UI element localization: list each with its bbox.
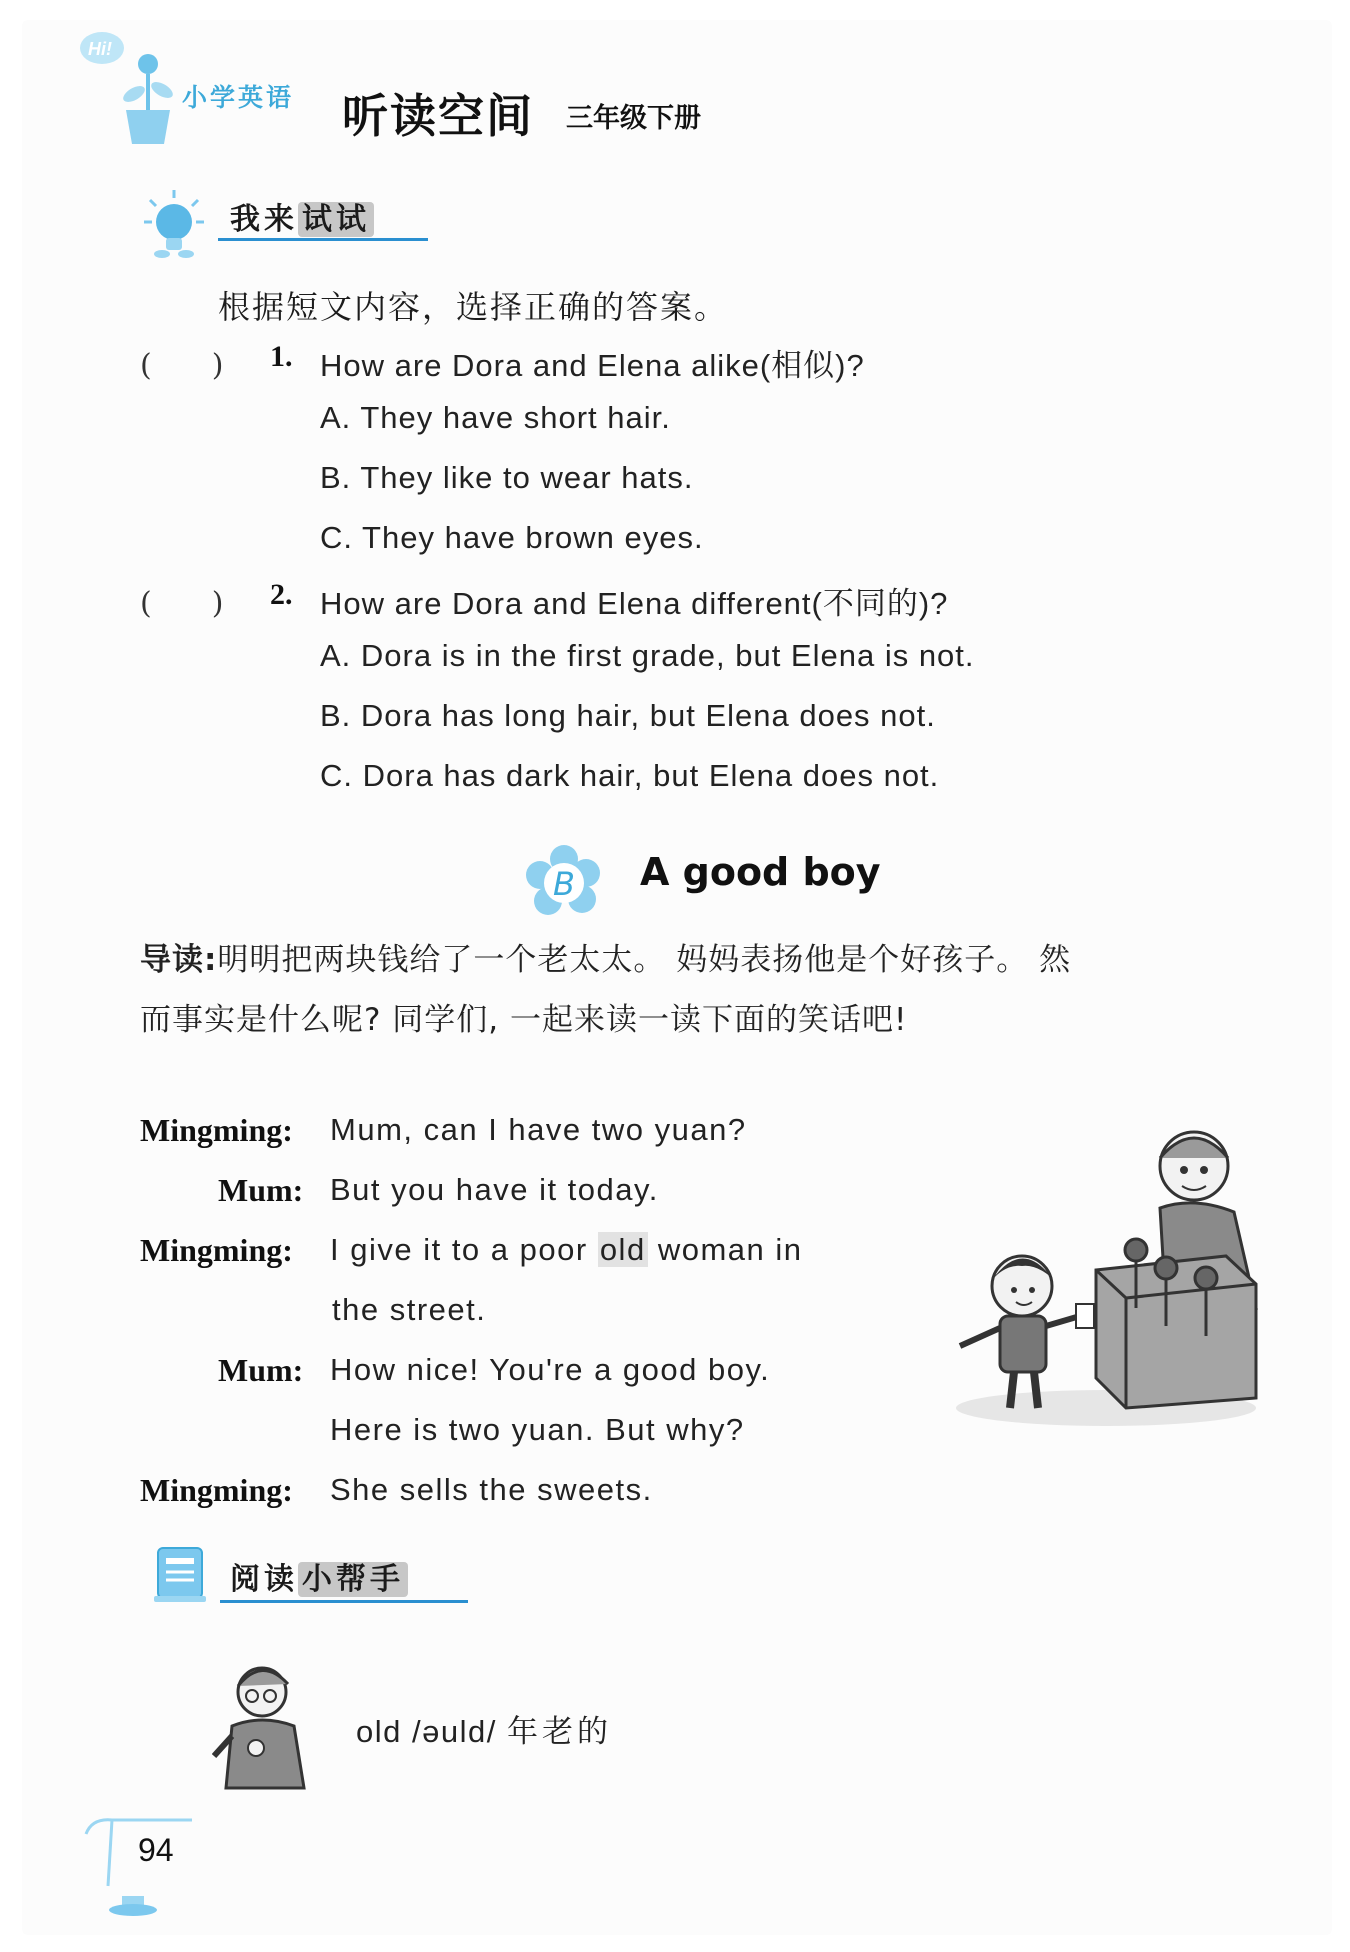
speaker-mingming-1: Mingming: — [140, 1112, 293, 1148]
header-main-title: 听读空间 — [342, 89, 534, 143]
vocab-meaning: 年老的 — [506, 1714, 612, 1750]
guide-label: 导读: — [140, 942, 218, 978]
speaker-mum-1: Mum: — [218, 1172, 304, 1208]
section-b-title: A good boy — [640, 850, 881, 894]
option-1a: A. They have short hair. — [320, 400, 671, 435]
section-b-badge-icon — [526, 845, 602, 921]
question-text-1: How are Dora and Elena alike(相似)? — [320, 348, 865, 383]
guide-paragraph — [140, 930, 1270, 1050]
option-2c: C. Dora has dark hair, but Elena does not. — [320, 758, 940, 793]
dialogue-line-1: Mum, can I have two yuan? — [330, 1112, 747, 1147]
section-try-title-highlight: 试试 — [298, 202, 374, 237]
section-try-title-plain: 我来 — [230, 202, 298, 237]
section-try-title — [230, 194, 374, 238]
option-2b: B. Dora has long hair, but Elena does not. — [320, 698, 936, 733]
answer-blank-1[interactable]: ( ) — [140, 348, 224, 383]
speaker-mum-2: Mum: — [218, 1352, 304, 1388]
hi-badge: Hi! — [88, 39, 112, 59]
question-number-2: 2. — [270, 578, 293, 611]
option-1b: B. They like to wear hats. — [320, 460, 694, 495]
section-try-underline — [218, 238, 428, 241]
question-number-1: 1. — [270, 340, 293, 373]
dialogue-line-4: How nice! You're a good boy. — [330, 1352, 771, 1387]
speaker-mingming-2: Mingming: — [140, 1232, 293, 1268]
answer-blank-2[interactable]: ( ) — [140, 586, 224, 621]
boy-and-sweet-seller-illustration — [956, 1108, 1266, 1428]
option-2a: A. Dora is in the first grade, but Elena is not. — [320, 638, 975, 673]
section-help-title-highlight: 小帮手 — [298, 1562, 408, 1597]
section-b-badge-letter: B — [553, 865, 575, 903]
dialogue-line-4-cont: Here is two yuan. But why? — [330, 1412, 745, 1447]
plant-pot-logo-icon — [78, 22, 188, 152]
dialogue-line-2: But you have it today. — [330, 1172, 659, 1207]
header-subtitle: 小学英语 — [182, 83, 295, 112]
section-help-title — [230, 1554, 408, 1598]
vocab-word: old /əuld/ — [356, 1714, 497, 1749]
vocab-entry — [356, 1706, 612, 1751]
section-help-underline — [220, 1600, 468, 1603]
speaker-mingming-3: Mingming: — [140, 1472, 293, 1508]
section-help-title-plain: 阅读 — [230, 1562, 298, 1597]
old-woman-illustration — [212, 1656, 322, 1796]
lightbulb-icon — [142, 188, 206, 260]
page-number: 94 — [138, 1832, 174, 1868]
dialogue-line-3-post: woman in — [657, 1232, 803, 1267]
book-icon — [150, 1544, 210, 1606]
guide-line-1: 明明把两块钱给了一个老太太。 妈妈表扬他是个好孩子。 然 — [217, 942, 1072, 978]
guide-line-2: 而事实是什么呢? 同学们, 一起来读一读下面的笑话吧! — [140, 1002, 908, 1038]
instruction-text: 根据短文内容，选择正确的答案。 — [218, 288, 729, 326]
highlight-word-old: old — [599, 1232, 646, 1267]
header-grade: 三年级下册 — [566, 103, 701, 134]
dialogue-line-3-pre: I give it to a poor — [330, 1232, 588, 1267]
dialogue-line-5: She sells the sweets. — [330, 1472, 653, 1507]
option-1c: C. They have brown eyes. — [320, 520, 704, 555]
dialogue-line-3-cont: the street. — [332, 1292, 487, 1327]
question-text-2: How are Dora and Elena different(不同的)? — [320, 586, 949, 621]
dialogue-line-3 — [330, 1232, 803, 1268]
